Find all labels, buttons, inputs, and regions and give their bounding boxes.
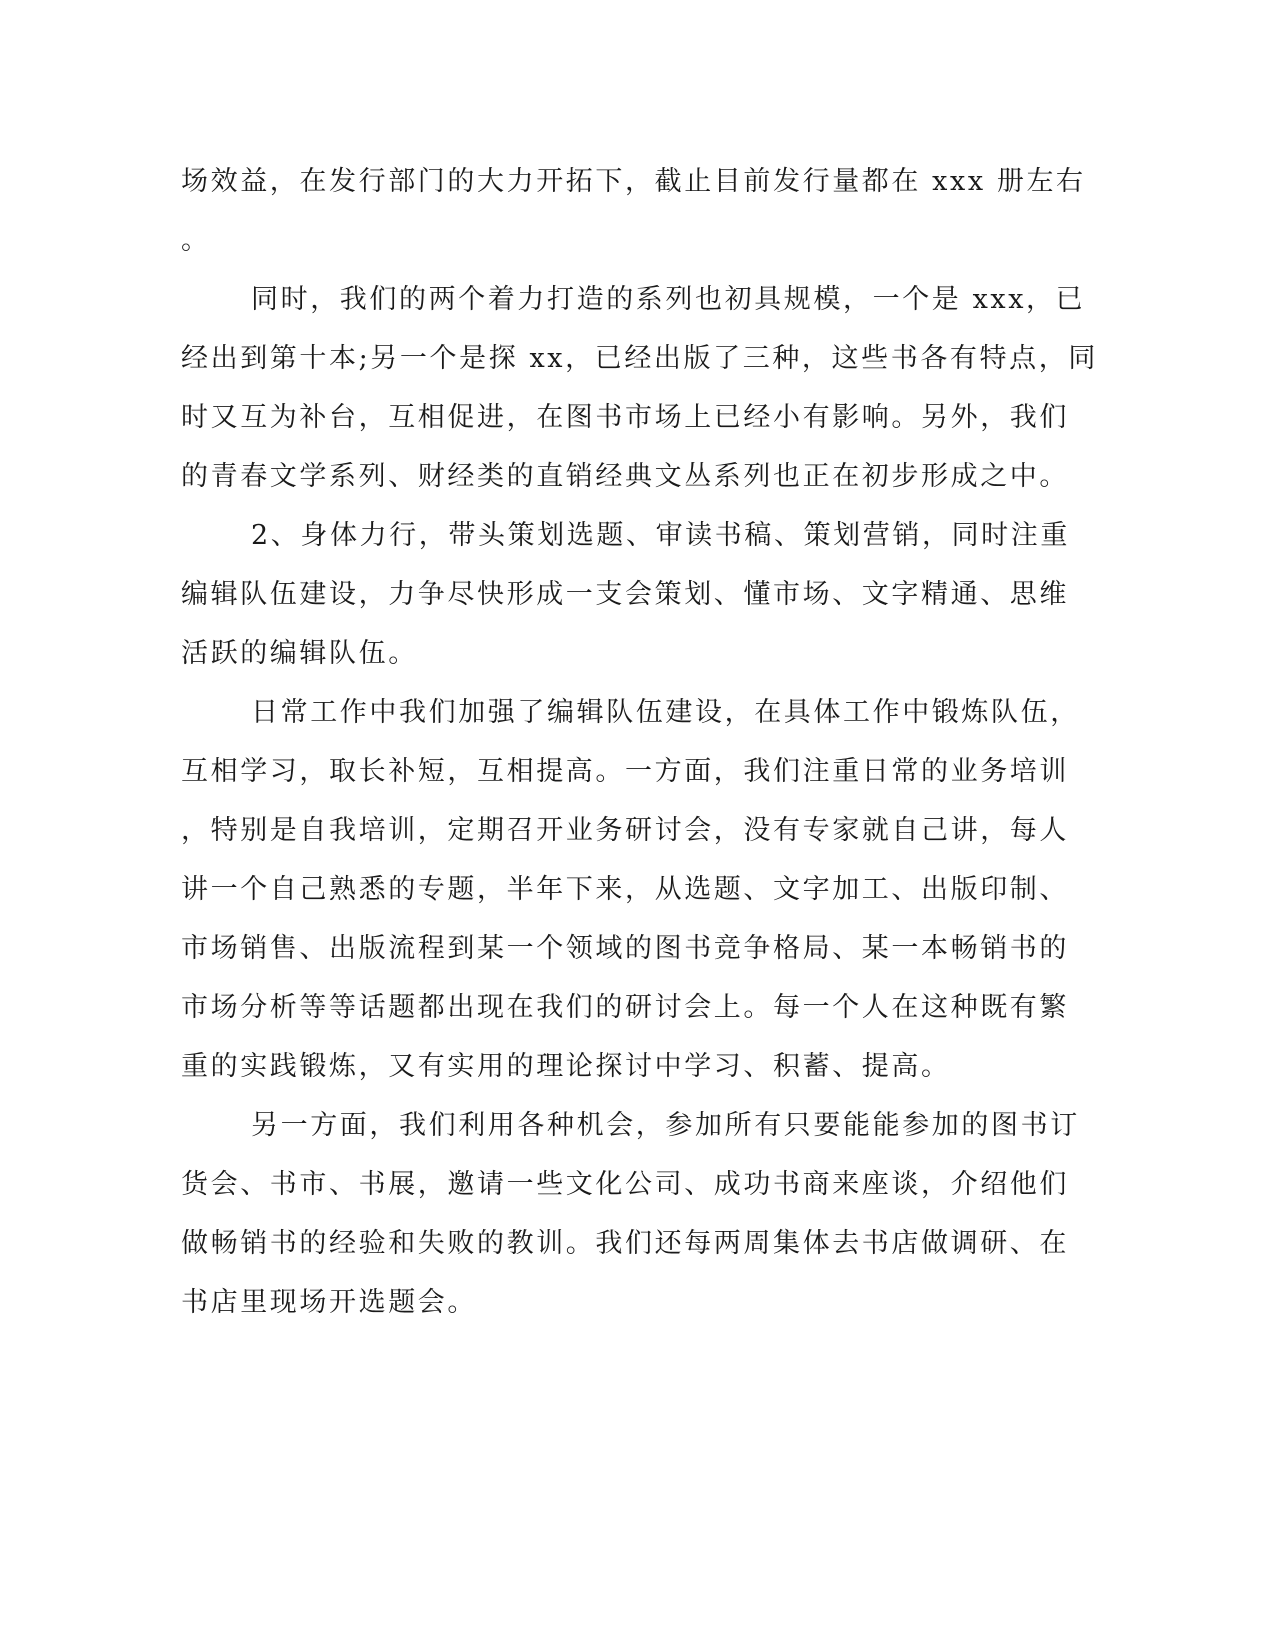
paragraph-first-line: 2、身体力行，带头策划选题、审读书稿、策划营销，同时注重 [251, 520, 1070, 551]
text-line: 货会、书市、书展，邀请一些文化公司、成功书商来座谈，介绍他们 [181, 1169, 1069, 1200]
paragraph-first-line: 同时，我们的两个着力打造的系列也初具规模，一个是 xxx，已 [251, 284, 1086, 315]
text-line: 做畅销书的经验和失败的教训。我们还每两周集体去书店做调研、在 [181, 1228, 1069, 1259]
text-line: 市场分析等等话题都出现在我们的研讨会上。每一个人在这种既有繁 [181, 992, 1069, 1023]
text-line: 互相学习，取长补短，互相提高。一方面，我们注重日常的业务培训 [181, 756, 1069, 787]
text-line: 时又互为补台，互相促进，在图书市场上已经小有影响。另外，我们 [181, 402, 1069, 433]
text-line: 的青春文学系列、财经类的直销经典文丛系列也正在初步形成之中。 [181, 461, 1069, 492]
text-line: 活跃的编辑队伍。 [181, 638, 418, 669]
text-line: 。 [181, 225, 211, 256]
text-line: 经出到第十本;另一个是探 xx，已经出版了三种，这些书各有特点，同 [181, 343, 1098, 374]
paragraph-first-line: 另一方面，我们利用各种机会，参加所有只要能能参加的图书订 [251, 1110, 1080, 1141]
text-line: ，特别是自我培训，定期召开业务研讨会，没有专家就自己讲，每人 [181, 815, 1069, 846]
text-line: 书店里现场开选题会。 [181, 1287, 477, 1318]
text-line: 重的实践锻炼，又有实用的理论探讨中学习、积蓄、提高。 [181, 1051, 951, 1082]
text-line: 市场销售、出版流程到某一个领域的图书竞争格局、某一本畅销书的 [181, 933, 1069, 964]
text-line: 讲一个自己熟悉的专题，半年下来，从选题、文字加工、出版印制、 [181, 874, 1069, 905]
paragraph-first-line: 日常工作中我们加强了编辑队伍建设，在具体工作中锻炼队伍， [251, 697, 1080, 728]
text-line: 编辑队伍建设，力争尽快形成一支会策划、懂市场、文字精通、思维 [181, 579, 1069, 610]
text-line: 场效益，在发行部门的大力开拓下，截止目前发行量都在 xxx 册左右 [181, 166, 1086, 197]
document-body [181, 152, 1098, 1332]
